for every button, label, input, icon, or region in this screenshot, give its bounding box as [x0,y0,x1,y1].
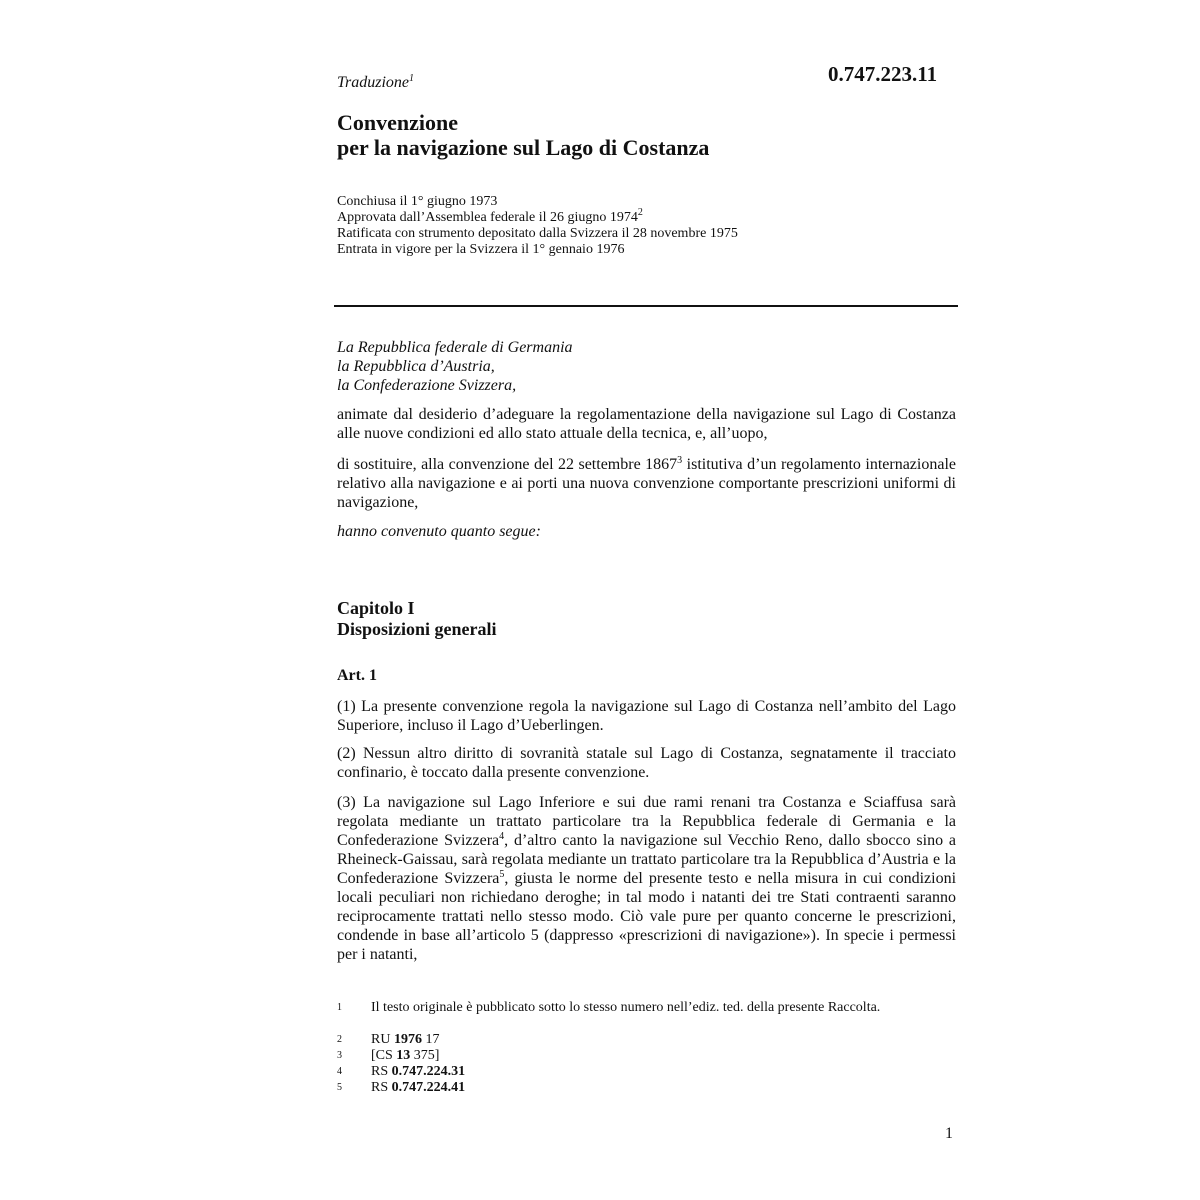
footnote-prefix: RS [371,1080,392,1095]
chapter-title: Disposizioni generali [337,619,497,639]
meta-in-force: Entrata in vigore per la Svizzera il 1° gennaio 1976 [337,242,625,257]
meta-ratified: Ratificata con strumento depositato dalla Svizzera il 28 novembre 1975 [337,226,738,241]
translation-text: Traduzione [337,74,410,91]
footnote-ref-3[interactable]: 3 [677,455,683,466]
footnote-text: Il testo originale è pubblicato sotto lo stesso numero nell’ediz. ted. della presente Raccolta. [371,1000,881,1015]
meta-approved [337,207,738,226]
article-paragraph-2: (2) Nessun altro diritto di sovranità statale sul Lago di Costanza, segnatamente il tracciato confinario, è toccato dalla presente convenzione. [337,745,956,781]
preamble-paragraph-1: animate dal desiderio d’adeguare la regolamentazione della navigazione sul Lago di Costanza alle nuove condizioni ed allo stato attuale della tecnica, e, all’uopo, [337,406,956,442]
meta-concluded: Conchiusa il 1° giugno 1973 [337,194,498,209]
footnote-number: 5 [337,1082,342,1093]
preamble-closing: hanno convenuto quanto segue: [337,523,541,540]
preamble-p2-text-a: di sostituire, alla convenzione del 22 settembre 1867 [337,456,678,473]
footnote-text [371,1065,931,1079]
page-number: 1 [945,1125,953,1142]
footnote-bold: 13 [396,1048,411,1063]
footnote-suffix: 375] [410,1048,440,1063]
footnote-ref-1[interactable]: 1 [409,73,415,84]
footnote-ref-4[interactable]: 4 [499,831,505,842]
footnote-prefix: RS [371,1064,392,1079]
footnote-bold: 1976 [393,1032,422,1047]
separator-rule [334,305,958,307]
article-paragraph-1: (1) La presente convenzione regola la navigazione sul Lago di Costanza nell’ambito del Lago Superiore, incluso il Lago d’Ueberlingen. [337,698,956,734]
meta-approved-text: Approvata dall’Assemblea federale il 26 giugno 1974 [337,210,638,225]
article-paragraph-3 [337,793,956,964]
article-heading: Art. 1 [337,667,377,684]
document-title [337,110,709,160]
chapter-number: Capitolo I [337,598,415,618]
chapter-heading [337,598,497,640]
footnote-prefix: [CS [371,1048,397,1063]
title-line-1: Convenzione [337,110,458,135]
translation-label [337,74,414,92]
article-p3-text-c: , giusta le norme del presente testo e nella misura in cui condizioni locali peculiari non richiedano deroghe; in tal modo i natanti dei tre Stati contraenti saranno reciprocamente trattati nello stesso modo. Ciò vale pure per quanto concerne le prescrizioni, condende in base all’articolo 5 (dappresso «prescrizioni di navigazione»). In specie i permessi per i natanti, [337,870,957,963]
footnote-bold: 0.747.224.31 [391,1064,466,1079]
footnote-number: 1 [337,1002,342,1013]
document-metadata [337,194,738,258]
footnote-number: 4 [337,1066,342,1077]
footnote-suffix: 17 [421,1032,440,1047]
footnote-ref-2[interactable]: 2 [637,207,643,218]
article-p3-text-b: , d’altro canto la navigazione sul Vecchio Reno, dallo sbocco sino a Rheineck-Gaissau, sarà regolata mediante un trattato particolare tra la Repubblica d’Austria e la Confederazione Svizzera [337,832,957,887]
party-austria: la Repubblica d’Austria, [337,358,495,375]
footnote-ref-5[interactable]: 5 [499,869,505,880]
footnote-text [371,1033,931,1047]
preamble-p2-text-b: istitutiva d’un regolamento internazionale relativo alla navigazione e ai porti una nuova convenzione comportante prescrizioni uniformi di navigazione, [337,456,957,511]
footnote-text [371,1049,931,1063]
footnote-prefix: RU [371,1032,394,1047]
title-line-2: per la navigazione sul Lago di Costanza [337,135,710,160]
party-switzerland: la Confederazione Svizzera, [337,377,517,394]
footnote-number: 2 [337,1034,342,1045]
footnote-bold: 0.747.224.41 [391,1080,466,1095]
preamble-paragraph-2 [337,455,956,512]
footnote-text [371,1081,931,1095]
footnote-number: 3 [337,1050,342,1061]
contracting-parties [337,338,573,395]
article-p3-text-a: (3) La navigazione sul Lago Inferiore e sui due rami renani tra Costanza e Sciaffusa sarà regolata mediante un trattato particolare tra la Repubblica federale di Germania e la Confederazione Svizzera [337,794,956,849]
party-germany: La Repubblica federale di Germania [337,339,573,356]
sr-number: 0.747.223.11 [828,62,938,86]
